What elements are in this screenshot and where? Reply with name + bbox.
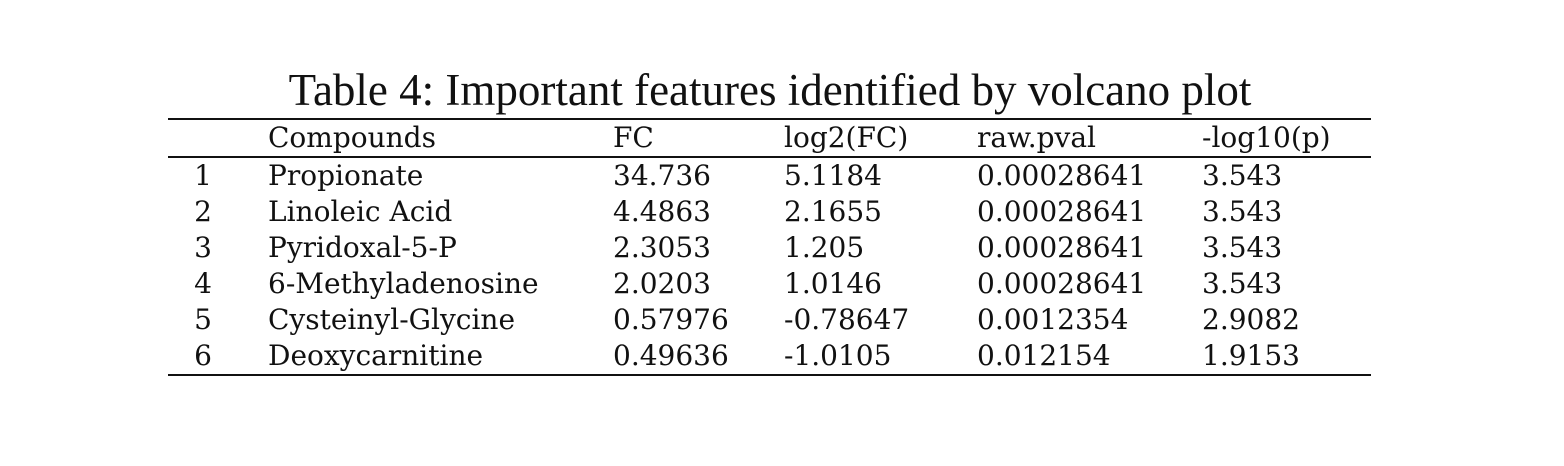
raw-pval-value: 0.00028641 bbox=[977, 231, 1147, 264]
fc-value: 34.736 bbox=[613, 159, 711, 192]
volcano-features-table bbox=[168, 118, 1371, 376]
neg-log10p-value: 3.543 bbox=[1202, 267, 1283, 300]
log2fc-value: 5.1184 bbox=[784, 159, 882, 192]
table-header-row bbox=[168, 120, 1371, 158]
raw-pval-value: 0.0012354 bbox=[977, 303, 1129, 336]
header-raw-pval: raw.pval bbox=[977, 121, 1097, 154]
header-compounds: Compounds bbox=[268, 121, 436, 154]
log2fc-value: -1.0105 bbox=[784, 339, 892, 372]
fc-value: 0.57976 bbox=[613, 303, 729, 336]
table-row bbox=[168, 230, 1371, 266]
neg-log10p-value: 3.543 bbox=[1202, 195, 1283, 228]
table-row bbox=[168, 194, 1371, 230]
table-row bbox=[168, 266, 1371, 302]
row-index: 3 bbox=[194, 231, 212, 264]
neg-log10p-value: 3.543 bbox=[1202, 231, 1283, 264]
row-index: 4 bbox=[194, 267, 212, 300]
log2fc-value: 1.205 bbox=[784, 231, 865, 264]
log2fc-value: -0.78647 bbox=[784, 303, 910, 336]
header-fc: FC bbox=[613, 121, 654, 154]
row-index: 2 bbox=[194, 195, 212, 228]
compound-name: Pyridoxal-5-P bbox=[268, 231, 457, 264]
raw-pval-value: 0.00028641 bbox=[977, 267, 1147, 300]
table-row bbox=[168, 302, 1371, 338]
log2fc-value: 2.1655 bbox=[784, 195, 882, 228]
compound-name: Cysteinyl-Glycine bbox=[268, 303, 516, 336]
fc-value: 0.49636 bbox=[613, 339, 729, 372]
neg-log10p-value: 2.9082 bbox=[1202, 303, 1300, 336]
compound-name: Propionate bbox=[268, 159, 424, 192]
table-row bbox=[168, 338, 1371, 374]
neg-log10p-value: 3.543 bbox=[1202, 159, 1283, 192]
row-index: 5 bbox=[194, 303, 212, 336]
fc-value: 4.4863 bbox=[613, 195, 711, 228]
fc-value: 2.0203 bbox=[613, 267, 711, 300]
table-row bbox=[168, 158, 1371, 194]
compound-name: 6-Methyladenosine bbox=[268, 267, 539, 300]
compound-name: Linoleic Acid bbox=[268, 195, 453, 228]
header-neg-log10p: -log10(p) bbox=[1202, 121, 1331, 154]
header-log2fc: log2(FC) bbox=[784, 121, 909, 154]
raw-pval-value: 0.00028641 bbox=[977, 195, 1147, 228]
fc-value: 2.3053 bbox=[613, 231, 711, 264]
log2fc-value: 1.0146 bbox=[784, 267, 882, 300]
table-caption: Table 4: Important features identified by volcano plot bbox=[288, 65, 1252, 115]
raw-pval-value: 0.00028641 bbox=[977, 159, 1147, 192]
raw-pval-value: 0.012154 bbox=[977, 339, 1111, 372]
neg-log10p-value: 1.9153 bbox=[1202, 339, 1300, 372]
row-index: 1 bbox=[194, 159, 212, 192]
compound-name: Deoxycarnitine bbox=[268, 339, 484, 372]
row-index: 6 bbox=[194, 339, 212, 372]
